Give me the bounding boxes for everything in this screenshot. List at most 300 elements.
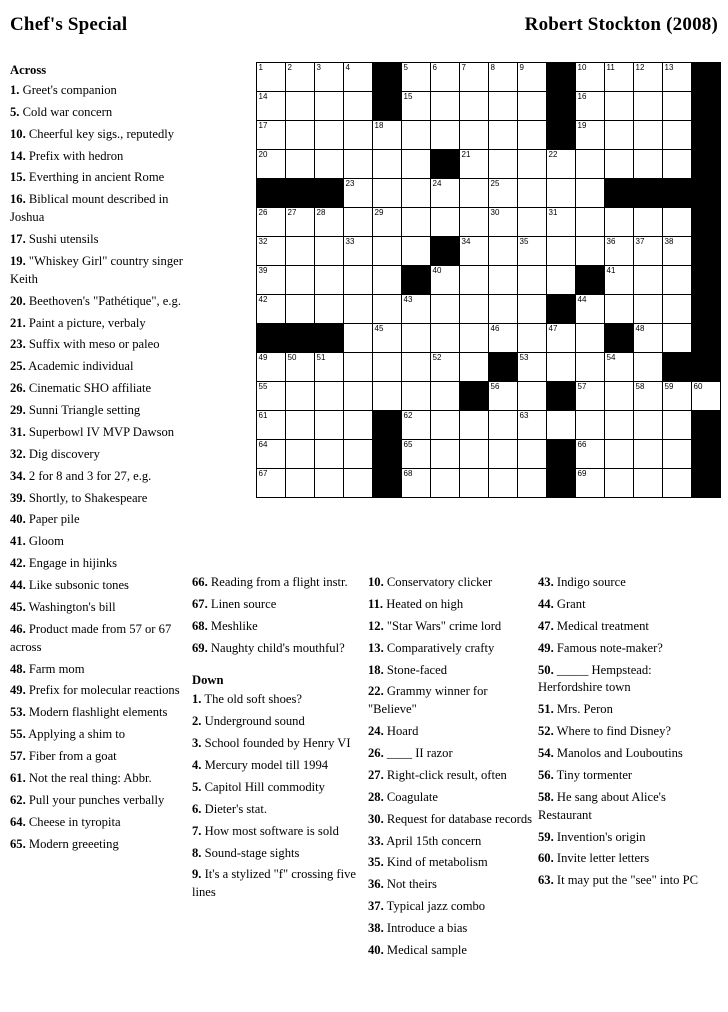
grid-cell[interactable] (460, 92, 489, 121)
grid-cell[interactable] (576, 208, 605, 237)
clue-item[interactable] (10, 380, 185, 398)
grid-cell[interactable] (518, 440, 547, 469)
grid-cell[interactable] (402, 411, 431, 440)
grid-cell[interactable] (431, 63, 460, 92)
clue-text: Naughty child's mouthful? (207, 640, 345, 655)
grid-cell[interactable] (576, 469, 605, 498)
grid-cell[interactable] (286, 469, 315, 498)
grid-cell[interactable] (634, 92, 663, 121)
grid-cell[interactable] (663, 208, 692, 237)
grid-cell[interactable] (344, 353, 373, 382)
grid-cell[interactable] (634, 208, 663, 237)
grid-cell[interactable] (634, 121, 663, 150)
grid-cell[interactable] (605, 63, 634, 92)
grid-cell[interactable] (344, 440, 373, 469)
clue-item[interactable] (192, 845, 360, 863)
grid-cell[interactable] (402, 150, 431, 179)
grid-cell[interactable] (663, 382, 692, 411)
grid-cell[interactable] (605, 150, 634, 179)
clue-number: 2. (192, 714, 202, 729)
grid-cell[interactable] (257, 411, 286, 440)
grid-cell[interactable] (286, 353, 315, 382)
clue-item[interactable] (368, 920, 534, 938)
grid-cell[interactable] (518, 324, 547, 353)
grid-cell[interactable] (315, 440, 344, 469)
clue-item[interactable] (10, 169, 185, 187)
grid-cell[interactable] (373, 208, 402, 237)
grid-cell[interactable] (518, 121, 547, 150)
clue-item[interactable] (10, 621, 185, 657)
grid-cell[interactable] (518, 179, 547, 208)
grid-cell[interactable] (402, 179, 431, 208)
grid-cell[interactable] (489, 440, 518, 469)
grid-cell[interactable] (547, 411, 576, 440)
grid-cell[interactable] (634, 266, 663, 295)
clue-item[interactable] (10, 490, 185, 508)
grid-cell[interactable] (460, 411, 489, 440)
grid-cell[interactable] (315, 92, 344, 121)
grid-cell[interactable] (373, 295, 402, 324)
grid-cell[interactable] (257, 469, 286, 498)
clue-item[interactable] (10, 315, 185, 333)
clue-item[interactable] (192, 596, 360, 614)
grid-cell[interactable] (576, 63, 605, 92)
grid-cell[interactable] (286, 150, 315, 179)
grid-cell[interactable] (315, 63, 344, 92)
grid-cell[interactable] (663, 237, 692, 266)
clue-item[interactable] (192, 823, 360, 841)
grid-cell[interactable] (518, 411, 547, 440)
clue-item[interactable] (368, 640, 534, 658)
grid-cell[interactable] (373, 237, 402, 266)
clue-text: Indigo source (553, 575, 626, 589)
grid-cell[interactable] (402, 469, 431, 498)
clue-item[interactable] (192, 801, 360, 819)
clue-item[interactable] (10, 704, 185, 722)
clue-number: 5. (192, 779, 202, 794)
grid-cell-number: 38 (664, 237, 674, 246)
grid-cell[interactable] (518, 295, 547, 324)
grid-cell-number: 37 (635, 237, 645, 246)
grid-cell[interactable] (431, 382, 460, 411)
grid-cell[interactable] (634, 324, 663, 353)
grid-cell-number: 22 (548, 150, 558, 159)
grid-cell[interactable] (402, 324, 431, 353)
grid-cell[interactable] (373, 150, 402, 179)
grid-cell[interactable] (547, 237, 576, 266)
grid-cell[interactable] (518, 353, 547, 382)
grid-cell[interactable] (547, 353, 576, 382)
grid-cell[interactable] (431, 208, 460, 237)
clue-text: ____ II razor (383, 746, 453, 760)
grid-cell[interactable] (489, 469, 518, 498)
grid-cell[interactable] (663, 440, 692, 469)
grid-cell[interactable] (518, 237, 547, 266)
clue-item[interactable] (368, 898, 534, 916)
grid-cell[interactable] (663, 266, 692, 295)
clue-item[interactable] (10, 446, 185, 464)
clue-item[interactable] (10, 533, 185, 551)
grid-cell[interactable] (344, 324, 373, 353)
clue-item[interactable] (10, 148, 185, 166)
grid-cell[interactable] (315, 353, 344, 382)
clue-item[interactable] (538, 574, 718, 592)
grid-cell[interactable] (489, 179, 518, 208)
clue-item[interactable] (10, 468, 185, 486)
grid-cell[interactable] (431, 469, 460, 498)
grid-cell[interactable] (460, 469, 489, 498)
grid-cell[interactable] (315, 411, 344, 440)
clue-item[interactable] (192, 691, 360, 709)
grid-cell[interactable] (431, 295, 460, 324)
grid-cell[interactable] (605, 411, 634, 440)
grid-cell[interactable] (257, 382, 286, 411)
clue-item[interactable] (368, 876, 534, 894)
grid-cell[interactable] (373, 324, 402, 353)
grid-cell[interactable] (576, 237, 605, 266)
grid-cell[interactable] (518, 208, 547, 237)
clue-item[interactable] (538, 745, 718, 763)
clue-item[interactable] (368, 745, 534, 763)
grid-cell[interactable] (344, 266, 373, 295)
grid-cell[interactable] (605, 469, 634, 498)
grid-cell[interactable] (663, 92, 692, 121)
grid-cell-number: 8 (490, 63, 495, 72)
grid-cell[interactable] (518, 150, 547, 179)
clue-item[interactable] (538, 618, 718, 636)
grid-cell[interactable] (402, 121, 431, 150)
clue-item[interactable] (10, 104, 185, 122)
grid-cell[interactable] (257, 121, 286, 150)
grid-cell[interactable] (402, 208, 431, 237)
grid-cell[interactable] (518, 469, 547, 498)
grid-cell[interactable] (605, 208, 634, 237)
grid-cell[interactable] (460, 208, 489, 237)
grid-cell[interactable] (460, 440, 489, 469)
grid-cell[interactable] (489, 295, 518, 324)
clue-item[interactable] (538, 723, 718, 741)
grid-row (257, 324, 721, 353)
clue-item[interactable] (538, 596, 718, 614)
grid-cell[interactable] (286, 63, 315, 92)
clue-item[interactable] (538, 872, 718, 890)
clue-item[interactable] (10, 792, 185, 810)
grid-cell[interactable] (605, 295, 634, 324)
grid-cell[interactable] (576, 150, 605, 179)
grid-cell[interactable] (634, 353, 663, 382)
clue-item[interactable] (368, 833, 534, 851)
grid-cell[interactable] (315, 295, 344, 324)
clue-item[interactable] (368, 596, 534, 614)
grid-cell[interactable] (431, 266, 460, 295)
clue-item[interactable] (10, 726, 185, 744)
grid-cell[interactable] (634, 411, 663, 440)
grid-cell[interactable] (286, 266, 315, 295)
clue-item[interactable] (368, 618, 534, 636)
grid-cell[interactable] (315, 208, 344, 237)
grid-cell[interactable] (344, 208, 373, 237)
grid-cell[interactable] (460, 324, 489, 353)
grid-cell[interactable] (431, 179, 460, 208)
grid-cell[interactable] (489, 208, 518, 237)
clue-item[interactable] (368, 767, 534, 785)
grid-cell[interactable] (315, 469, 344, 498)
grid-cell[interactable] (576, 440, 605, 469)
grid-cell[interactable] (489, 324, 518, 353)
grid-cell[interactable] (460, 237, 489, 266)
grid-cell[interactable] (460, 266, 489, 295)
grid-cell[interactable] (257, 266, 286, 295)
grid-cell[interactable] (286, 237, 315, 266)
grid-cell[interactable] (315, 237, 344, 266)
clue-item[interactable] (10, 336, 185, 354)
clue-item[interactable] (10, 511, 185, 529)
clue-item[interactable] (192, 618, 360, 636)
clue-text: Modern flashlight elements (25, 705, 168, 720)
grid-cell[interactable] (489, 121, 518, 150)
grid-cell[interactable] (518, 92, 547, 121)
clue-item[interactable] (10, 599, 185, 617)
clue-item[interactable] (192, 735, 360, 753)
grid-cell[interactable] (547, 324, 576, 353)
grid-cell-number: 13 (664, 63, 674, 72)
grid-cell[interactable] (634, 63, 663, 92)
clue-item[interactable] (10, 424, 185, 442)
grid-cell[interactable] (576, 411, 605, 440)
grid-cell[interactable] (315, 266, 344, 295)
grid-cell[interactable] (489, 237, 518, 266)
clue-item[interactable] (368, 574, 534, 592)
grid-cell[interactable] (692, 382, 721, 411)
grid-cell[interactable] (373, 121, 402, 150)
grid-cell[interactable] (315, 150, 344, 179)
grid-cell[interactable] (634, 237, 663, 266)
grid-cell[interactable] (402, 237, 431, 266)
grid-cell[interactable] (663, 121, 692, 150)
grid-cell[interactable] (344, 179, 373, 208)
grid-cell[interactable] (431, 411, 460, 440)
grid-cell[interactable] (402, 295, 431, 324)
grid-cell[interactable] (257, 295, 286, 324)
grid-cell-number: 14 (258, 92, 268, 101)
grid-cell[interactable] (402, 92, 431, 121)
clue-number: 63. (538, 873, 554, 888)
clue-item[interactable] (10, 126, 185, 144)
grid-cell[interactable] (460, 63, 489, 92)
grid-cell[interactable] (344, 92, 373, 121)
grid-cell[interactable] (634, 469, 663, 498)
clue-number: 40. (10, 512, 26, 527)
grid-cell[interactable] (402, 63, 431, 92)
clue-item[interactable] (10, 231, 185, 249)
grid-cell[interactable] (547, 208, 576, 237)
clue-item[interactable] (10, 358, 185, 376)
grid-cell[interactable] (286, 295, 315, 324)
grid-cell[interactable] (663, 63, 692, 92)
grid-cell[interactable] (634, 382, 663, 411)
grid-cell[interactable] (257, 150, 286, 179)
grid-cell[interactable] (634, 295, 663, 324)
grid-table[interactable] (256, 62, 721, 498)
clue-item[interactable] (10, 836, 185, 854)
grid-cell[interactable] (257, 208, 286, 237)
grid-cell[interactable] (344, 237, 373, 266)
clue-item[interactable] (368, 942, 534, 960)
clue-item[interactable] (10, 682, 185, 700)
grid-cell[interactable] (663, 295, 692, 324)
grid-cell[interactable] (460, 295, 489, 324)
clue-item[interactable] (538, 850, 718, 868)
grid-cell[interactable] (373, 266, 402, 295)
grid-cell[interactable] (344, 63, 373, 92)
clue-item[interactable] (10, 748, 185, 766)
grid-cell-number: 51 (316, 353, 326, 362)
grid-cell[interactable] (431, 92, 460, 121)
grid-cell[interactable] (576, 324, 605, 353)
grid-cell[interactable] (373, 382, 402, 411)
clue-item[interactable] (368, 811, 534, 829)
grid-cell[interactable] (344, 469, 373, 498)
grid-cell[interactable] (489, 92, 518, 121)
grid-cell[interactable] (634, 440, 663, 469)
clue-text: Not the real thing: Abbr. (25, 770, 152, 785)
grid-cell[interactable] (576, 382, 605, 411)
grid-cell[interactable] (431, 353, 460, 382)
grid-cell[interactable] (344, 295, 373, 324)
grid-cell[interactable] (634, 150, 663, 179)
grid-cell[interactable] (402, 440, 431, 469)
clue-item[interactable] (368, 789, 534, 807)
clue-item[interactable] (10, 577, 185, 595)
grid-cell[interactable] (605, 440, 634, 469)
grid-cell[interactable] (576, 353, 605, 382)
grid-cell[interactable] (344, 411, 373, 440)
grid-cell[interactable] (663, 411, 692, 440)
clue-item[interactable] (10, 814, 185, 832)
clue-item[interactable] (192, 713, 360, 731)
grid-cell[interactable] (547, 150, 576, 179)
grid-cell[interactable] (460, 353, 489, 382)
grid-cell[interactable] (286, 208, 315, 237)
clue-text: Famous note-maker? (553, 640, 663, 655)
clue-number: 58. (538, 789, 554, 804)
grid-cell[interactable] (257, 92, 286, 121)
clue-number: 11. (368, 596, 384, 611)
clue-item[interactable] (10, 191, 185, 227)
grid-cell[interactable] (663, 150, 692, 179)
grid-cell[interactable] (431, 121, 460, 150)
grid-cell[interactable] (576, 92, 605, 121)
grid-cell[interactable] (489, 150, 518, 179)
clue-item[interactable] (368, 662, 534, 680)
page-title: Chef's Special (10, 14, 128, 35)
grid-cell[interactable] (286, 92, 315, 121)
clue-item[interactable] (538, 767, 718, 785)
grid-cell[interactable] (257, 63, 286, 92)
grid-cell[interactable] (431, 440, 460, 469)
grid-cell[interactable] (605, 121, 634, 150)
grid-cell[interactable] (663, 324, 692, 353)
clue-item[interactable] (10, 253, 185, 289)
grid-cell[interactable] (663, 469, 692, 498)
clue-item[interactable] (192, 866, 360, 902)
grid-cell[interactable] (489, 411, 518, 440)
grid-cell[interactable] (518, 63, 547, 92)
grid-cell[interactable] (286, 440, 315, 469)
grid-cell[interactable] (518, 266, 547, 295)
clue-item[interactable] (538, 829, 718, 847)
grid-cell[interactable] (402, 353, 431, 382)
clue-item[interactable] (10, 82, 185, 100)
grid-cell[interactable] (257, 440, 286, 469)
grid-cell[interactable] (547, 266, 576, 295)
grid-cell[interactable] (605, 382, 634, 411)
grid-cell[interactable] (489, 382, 518, 411)
grid-cell[interactable] (315, 121, 344, 150)
grid-cell[interactable] (576, 121, 605, 150)
clue-item[interactable] (192, 574, 360, 592)
clue-item[interactable] (10, 293, 185, 311)
grid-cell[interactable] (402, 382, 431, 411)
grid-cell[interactable] (460, 179, 489, 208)
grid-block-cell (431, 150, 460, 179)
grid-cell[interactable] (344, 382, 373, 411)
clue-item[interactable] (10, 555, 185, 573)
grid-cell[interactable] (489, 266, 518, 295)
grid-cell[interactable] (257, 237, 286, 266)
grid-cell[interactable] (286, 382, 315, 411)
grid-cell[interactable] (431, 324, 460, 353)
grid-cell[interactable] (373, 353, 402, 382)
grid-cell[interactable] (344, 121, 373, 150)
clue-item[interactable] (368, 854, 534, 872)
grid-cell[interactable] (257, 353, 286, 382)
grid-cell[interactable] (605, 266, 634, 295)
grid-cell[interactable] (489, 63, 518, 92)
grid-cell[interactable] (576, 179, 605, 208)
grid-cell[interactable] (344, 150, 373, 179)
grid-cell[interactable] (286, 411, 315, 440)
grid-cell[interactable] (286, 121, 315, 150)
grid-cell[interactable] (460, 150, 489, 179)
crossword-grid[interactable] (256, 62, 721, 498)
clue-text: Conservatory clicker (383, 575, 493, 589)
clue-item[interactable] (538, 640, 718, 658)
clue-item[interactable] (538, 662, 718, 698)
grid-cell[interactable] (576, 295, 605, 324)
grid-cell[interactable] (315, 382, 344, 411)
grid-cell[interactable] (605, 353, 634, 382)
clue-item[interactable] (192, 640, 360, 658)
grid-cell[interactable] (460, 121, 489, 150)
grid-cell[interactable] (605, 92, 634, 121)
grid-cell[interactable] (518, 382, 547, 411)
clue-item[interactable] (538, 789, 718, 825)
clue-item[interactable] (192, 757, 360, 775)
clue-item[interactable] (10, 661, 185, 679)
clue-number: 14. (10, 148, 26, 163)
clue-item[interactable] (368, 683, 534, 719)
grid-cell[interactable] (547, 179, 576, 208)
grid-cell[interactable] (605, 237, 634, 266)
clue-item[interactable] (192, 779, 360, 797)
clue-item[interactable] (10, 770, 185, 788)
clue-item[interactable] (10, 402, 185, 420)
clue-text: Sound-stage sights (201, 845, 300, 860)
clue-item[interactable] (538, 701, 718, 719)
clue-item[interactable] (368, 723, 534, 741)
grid-cell[interactable] (373, 179, 402, 208)
